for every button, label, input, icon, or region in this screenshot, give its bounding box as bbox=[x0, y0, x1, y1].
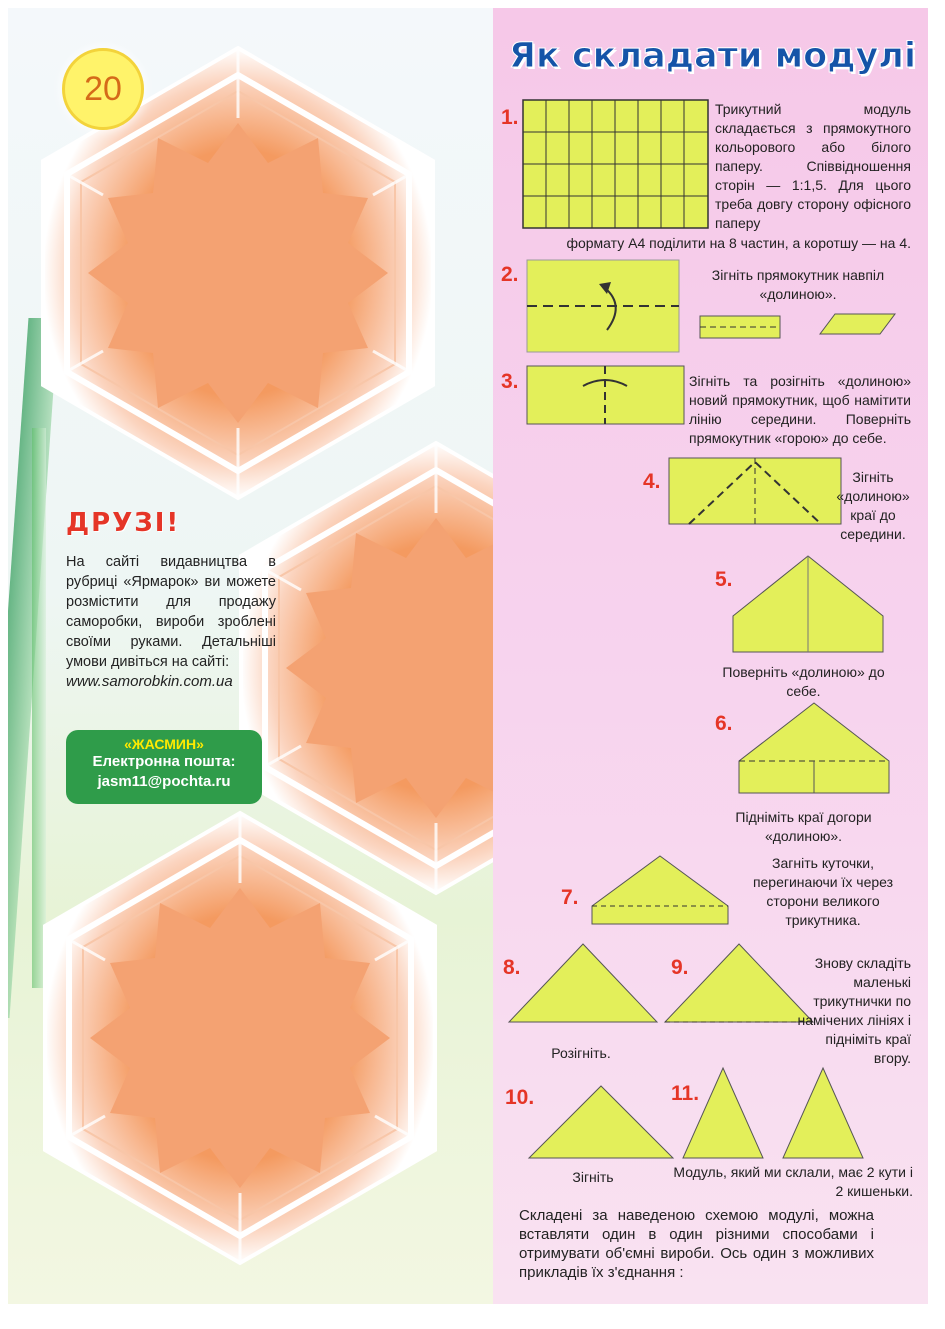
step-5-number: 5. bbox=[715, 568, 733, 591]
left-column bbox=[8, 8, 493, 1304]
step-11-diagram bbox=[683, 1068, 908, 1163]
step-3-diagram bbox=[527, 366, 687, 428]
step-2-text: Зігніть прямокутник навпіл «долиною». bbox=[711, 267, 885, 302]
contact-box bbox=[66, 730, 262, 804]
step-2-result-diagram bbox=[700, 308, 900, 344]
friends-notice bbox=[66, 508, 276, 692]
notice-heading: ДРУЗІ! bbox=[66, 508, 181, 538]
website-link[interactable]: www.samorobkin.com.ua bbox=[66, 673, 233, 690]
step-7-number: 7. bbox=[561, 886, 579, 909]
footer-text: Складені за наведеною схемою модулі, можна вставляти один в один різними способами і отримувати об'ємні вироби. Ось один з можливих прикладів їх з'єднання : bbox=[519, 1207, 874, 1281]
step-1-text-cont: формату А4 поділити на 8 частин, а коротшу — на 4. bbox=[566, 235, 911, 251]
step-9-text: Знову складіть маленькі трикутнички по намічених лініях і підніміть краї вгору. bbox=[797, 955, 911, 1066]
step-11-number: 11. bbox=[671, 1082, 700, 1105]
page-number: 20 bbox=[62, 48, 144, 130]
step-11-text: Модуль, який ми склали, має 2 кути і 2 кишеньки. bbox=[673, 1164, 913, 1199]
step-4-text: Зігніть «долиною» краї до середини. bbox=[836, 469, 910, 542]
step-4-number: 4. bbox=[643, 470, 661, 493]
step-6-number: 6. bbox=[715, 712, 733, 735]
instructions-panel bbox=[493, 8, 928, 1304]
step-2-diagram bbox=[527, 260, 682, 356]
step-10-text: Зігніть bbox=[572, 1169, 614, 1185]
step-7-text: Загніть куточки, перегинаючи їх через сторони великого трикутника. bbox=[752, 855, 894, 928]
hexagon-template-3 bbox=[45, 813, 435, 1263]
decorative-green-stripe bbox=[32, 428, 46, 988]
step-3-number: 3. bbox=[501, 370, 519, 393]
step-1-grid-diagram bbox=[523, 100, 708, 230]
magazine-page bbox=[8, 8, 928, 1304]
contact-label: Електронна пошта: bbox=[92, 753, 236, 770]
step-1-text: Трикутний модуль складається з прямокутного кольорового або білого паперу. Співвідношення сторін — 1:1,5. Для цього треба довгу сторону офісного паперу bbox=[715, 101, 911, 231]
step-8-number: 8. bbox=[503, 956, 521, 979]
step-3-text: Зігніть та розігніть «долиною» новий прямокутник, щоб намітити лінію середини. Поверніть прямокутник «горою» до себе. bbox=[689, 373, 911, 446]
step-1-number: 1. bbox=[501, 106, 519, 129]
step-6-diagram bbox=[739, 703, 899, 803]
step-8-text: Розігніть. bbox=[551, 1045, 611, 1061]
step-5-diagram bbox=[733, 556, 893, 656]
step-8-diagram bbox=[509, 944, 659, 1034]
step-10-number: 10. bbox=[505, 1086, 535, 1109]
notice-body: На сайті видавництва в рубриці «Ярмарок» ви можете розмістити для продажу саморобки, вироби зроблені своїми руками. Детальніші умови дивіться на сайті: bbox=[66, 554, 276, 670]
contact-name: «ЖАСМИН» bbox=[124, 736, 204, 752]
contact-email[interactable]: jasm11@pochta.ru bbox=[97, 773, 231, 790]
step-4-diagram bbox=[669, 458, 849, 528]
step-9-number: 9. bbox=[671, 956, 689, 979]
step-10-diagram bbox=[529, 1086, 679, 1166]
step-7-diagram bbox=[588, 856, 738, 928]
step-2-number: 2. bbox=[501, 263, 519, 286]
step-5-text: Поверніть «долиною» до себе. bbox=[722, 664, 885, 699]
step-6-text: Підніміть краї догори «долиною». bbox=[735, 809, 872, 844]
page-title: Як складати модулі bbox=[509, 36, 916, 76]
